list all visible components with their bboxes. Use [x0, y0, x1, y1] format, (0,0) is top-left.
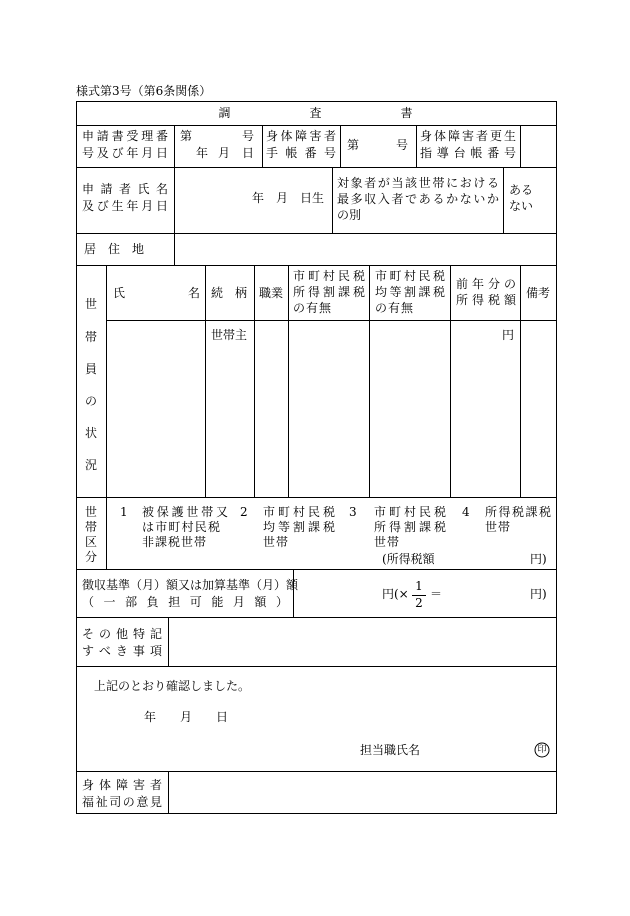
income-tax-header-line2: 所得割課税 — [293, 285, 365, 299]
category-1-number: 1 — [120, 505, 128, 519]
household-side-char-1: 世 — [84, 297, 97, 311]
prev-tax-header-line1: 前年分の — [456, 277, 516, 291]
category-3-line3: 世帯 — [374, 535, 401, 549]
confirmation-date: 年 月 日 — [144, 710, 229, 724]
household-side-char-5: 状 — [84, 426, 97, 440]
burden-yen-close: 円) — [530, 587, 547, 601]
handbook-label-line2: 手帳番号 — [266, 146, 336, 160]
option-nai: ない — [509, 199, 534, 213]
opinion-label-line2: 福祉司の意見 — [82, 795, 162, 809]
income-tax-header-line3: の有無 — [293, 301, 333, 315]
income-tax-header-line1: 市町村民税 — [293, 269, 365, 283]
top-earner-label-line1: 対象者が当該世帯における — [337, 176, 499, 190]
application-number-label-line1: 申請書受理番 — [82, 129, 168, 143]
category-3-line1: 市町村民税 — [374, 505, 446, 519]
rehab-ledger-label-line1: 身体障害者更生 — [420, 129, 516, 143]
category-side-char-2: 帯 — [84, 520, 97, 534]
confirmation-text: 上記のとおり確認しました。 — [94, 679, 251, 693]
handbook-dai: 第 — [347, 138, 360, 152]
category-2-line1: 市町村民税 — [263, 505, 335, 519]
equal-tax-header-line3: の有無 — [375, 301, 415, 315]
job-header: 職業 — [259, 286, 284, 300]
category-1-line1: 被保護世帯又 — [142, 505, 228, 519]
category-4-number: 4 — [462, 505, 470, 519]
burden-equals: ＝ — [430, 587, 443, 601]
application-dai: 第 — [180, 129, 193, 143]
birth-date-placeholder: 年 月 日生 — [252, 191, 325, 205]
category-side-char-3: 区 — [84, 535, 97, 549]
name-header-2: 名 — [188, 286, 201, 300]
form-number-label: 様式第3号（第6条関係） — [76, 84, 212, 98]
application-go: 号 — [242, 129, 255, 143]
equal-tax-header-line2: 均等割課税 — [375, 285, 445, 299]
category-side-char-1: 世 — [84, 505, 97, 519]
category-1-line3: 非課税世帯 — [142, 535, 208, 549]
applicant-label-line1: 申請者氏名 — [82, 182, 168, 196]
opinion-label-line1: 身体障害者 — [82, 778, 162, 792]
category-4-line1: 所得税課税 — [485, 505, 551, 519]
household-side-char-3: 員 — [84, 362, 97, 376]
income-tax-amount-yen: 円) — [530, 552, 547, 566]
category-3-line2: 所得割課税 — [374, 520, 446, 534]
special-notes-label-line1: その他特記 — [82, 627, 162, 641]
burden-label-line1: 徴収基準（月）額又は加算基準（月）額 — [82, 578, 299, 592]
fraction-denominator: 2 — [415, 596, 423, 610]
handbook-label-line1: 身体障害者 — [266, 129, 336, 143]
seal-icon: 印 — [537, 745, 547, 755]
applicant-label-line2: 及び生年月日 — [82, 199, 168, 213]
application-month: 月 — [218, 146, 231, 160]
application-year: 年 — [196, 146, 209, 160]
option-aru: ある — [509, 183, 534, 197]
rehab-ledger-label-line2: 指導台帳番号 — [420, 146, 516, 160]
relation-header: 続 柄 — [211, 286, 248, 300]
prev-tax-header-line2: 所得税額 — [456, 293, 516, 307]
category-1-line2: は市町村民税 — [142, 520, 220, 534]
category-2-number: 2 — [240, 505, 248, 519]
officer-name-label: 担当職氏名 — [360, 743, 421, 757]
equal-tax-header-line1: 市町村民税 — [375, 269, 445, 283]
handbook-go: 号 — [396, 138, 409, 152]
document-title: 調 査 書 — [218, 106, 414, 120]
top-earner-label-line2: 最多収入者であるかないか — [337, 192, 499, 206]
income-tax-amount-label: (所得税額 — [382, 552, 435, 566]
name-header-1: 氏 — [113, 286, 126, 300]
application-day: 日 — [242, 146, 255, 160]
application-number-label-line2: 号及び年月日 — [82, 146, 168, 160]
tax-yen-unit: 円 — [502, 328, 515, 342]
category-4-line2: 世帯 — [485, 520, 512, 534]
address-label: 居 住 地 — [84, 242, 145, 256]
household-side-char-6: 況 — [84, 458, 97, 472]
category-2-line2: 均等割課税 — [263, 520, 335, 534]
burden-yen-open: 円(× — [382, 587, 409, 601]
category-3-number: 3 — [349, 505, 357, 519]
top-earner-label-line3: の別 — [337, 208, 362, 222]
household-side-char-4: の — [84, 394, 97, 408]
special-notes-label-line2: すべき事項 — [82, 644, 162, 658]
category-2-line3: 世帯 — [263, 535, 290, 549]
burden-label-line2: （一部負担可能月額） — [82, 595, 288, 609]
household-side-char-2: 帯 — [84, 330, 97, 344]
remarks-header: 備考 — [526, 286, 551, 300]
fraction-numerator: 1 — [415, 579, 423, 593]
category-side-char-4: 分 — [84, 550, 97, 564]
head-of-household: 世帯主 — [211, 328, 248, 342]
